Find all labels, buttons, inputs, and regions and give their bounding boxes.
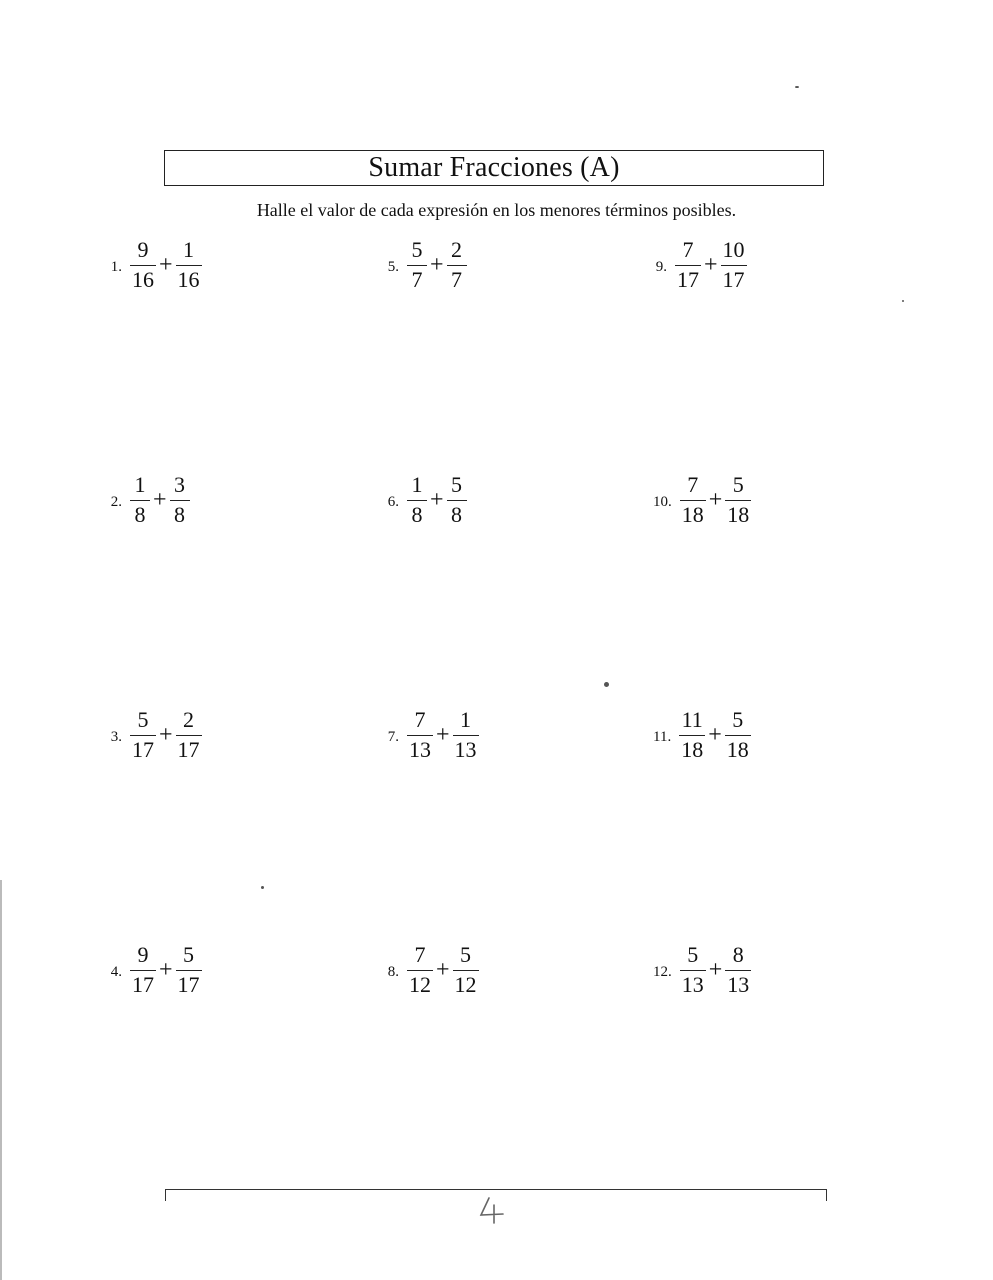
fraction-bar — [407, 500, 427, 501]
denominator: 17 — [132, 972, 154, 998]
fraction-1 — [680, 473, 706, 527]
numerator: 5 — [687, 942, 699, 967]
numerator: 8 — [732, 942, 744, 967]
fraction-1 — [407, 943, 433, 997]
numerator: 2 — [183, 707, 195, 732]
worksheet-title: Sumar Fracciones (A) — [368, 152, 620, 183]
fraction-bar — [130, 735, 156, 736]
fraction-bar — [725, 970, 751, 971]
fraction-2 — [721, 238, 747, 292]
fraction-bar — [130, 500, 150, 501]
denominator: 13 — [454, 737, 477, 763]
denominator: 8 — [174, 502, 186, 528]
plus-sign: + — [159, 956, 173, 983]
denominator: 18 — [726, 737, 749, 763]
plus-sign: + — [704, 251, 718, 278]
problem-9 — [653, 238, 747, 292]
fraction-2 — [170, 473, 190, 527]
fraction-bar — [725, 735, 751, 736]
fraction-2 — [447, 473, 467, 527]
numerator: 1 — [411, 472, 423, 497]
worksheet-title-box — [164, 150, 824, 186]
fraction-bar — [407, 265, 427, 266]
problem-number: 7. — [387, 728, 399, 745]
numerator: 1 — [460, 707, 472, 732]
problem-number: 1. — [110, 258, 122, 275]
plus-sign: + — [436, 956, 450, 983]
fraction-1 — [130, 943, 156, 997]
plus-sign: + — [153, 486, 167, 513]
problem-11 — [653, 708, 751, 762]
problem-number: 3. — [110, 728, 122, 745]
plus-sign: + — [159, 251, 173, 278]
numerator: 7 — [687, 472, 699, 497]
fraction-1 — [680, 943, 706, 997]
instructions — [0, 200, 993, 221]
denominator: 17 — [177, 737, 200, 763]
numerator: 7 — [414, 942, 426, 967]
numerator: 5 — [451, 472, 463, 497]
problem-4 — [108, 943, 202, 997]
denominator: 18 — [681, 737, 704, 763]
denominator: 8 — [451, 502, 463, 528]
problem-number: 12. — [653, 963, 672, 980]
fraction-bar — [453, 970, 479, 971]
plus-sign: + — [708, 486, 723, 513]
plus-sign: + — [436, 721, 450, 748]
fraction-bar — [680, 970, 706, 971]
problem-number: 8. — [387, 963, 399, 980]
fraction-1 — [407, 708, 433, 762]
fraction-bar — [680, 500, 706, 501]
numerator: 5 — [137, 707, 149, 732]
problem-1 — [108, 238, 202, 292]
numerator: 10 — [722, 237, 745, 262]
denominator: 18 — [727, 502, 750, 528]
fraction-bar — [407, 735, 433, 736]
fraction-bar — [130, 265, 156, 266]
fraction-bar — [453, 735, 479, 736]
scan-speck — [261, 886, 264, 889]
problem-3 — [108, 708, 202, 762]
denominator: 17 — [177, 972, 200, 998]
denominator: 7 — [451, 267, 463, 293]
numerator: 2 — [451, 237, 463, 262]
denominator: 16 — [132, 267, 154, 293]
denominator: 18 — [681, 502, 704, 528]
numerator: 7 — [414, 707, 426, 732]
fraction-1 — [679, 708, 705, 762]
numerator: 9 — [137, 942, 149, 967]
denominator: 8 — [411, 502, 423, 528]
denominator: 17 — [677, 267, 699, 293]
numerator: 1 — [134, 472, 146, 497]
problem-5 — [385, 238, 467, 292]
fraction-1 — [130, 238, 156, 292]
denominator: 12 — [454, 972, 477, 998]
denominator: 12 — [409, 972, 431, 998]
scan-edge-shadow — [0, 880, 2, 1280]
numerator: 5 — [732, 707, 744, 732]
problem-number: 11. — [653, 728, 672, 745]
denominator: 13 — [727, 972, 750, 998]
denominator: 17 — [722, 267, 745, 293]
fraction-2 — [453, 708, 479, 762]
fraction-2 — [453, 943, 479, 997]
fraction-2 — [176, 708, 202, 762]
fraction-1 — [675, 238, 701, 292]
denominator: 16 — [177, 267, 200, 293]
plus-sign: + — [430, 486, 444, 513]
numerator: 5 — [411, 237, 423, 262]
problem-10 — [653, 473, 751, 527]
fraction-2 — [176, 238, 202, 292]
fraction-bar — [675, 265, 701, 266]
numerator: 1 — [183, 237, 195, 262]
fraction-bar — [170, 500, 190, 501]
fraction-bar — [679, 735, 705, 736]
fraction-bar — [176, 265, 202, 266]
fraction-2 — [447, 238, 467, 292]
fraction-bar — [176, 735, 202, 736]
fraction-1 — [407, 238, 427, 292]
problem-number: 4. — [110, 963, 122, 980]
fraction-1 — [130, 708, 156, 762]
problem-number: 9. — [655, 258, 667, 275]
problem-2 — [108, 473, 190, 527]
fraction-2 — [725, 943, 751, 997]
numerator: 5 — [732, 472, 744, 497]
fraction-bar — [176, 970, 202, 971]
plus-sign: + — [708, 721, 722, 748]
fraction-bar — [407, 970, 433, 971]
numerator: 11 — [681, 707, 703, 732]
numerator: 9 — [137, 237, 149, 262]
denominator: 7 — [411, 267, 423, 293]
instructions-text: Halle el valor de cada expresión en los menores términos posibles. — [256, 200, 737, 220]
problem-8 — [385, 943, 479, 997]
problem-number: 5. — [387, 258, 399, 275]
scan-speck — [902, 300, 904, 302]
fraction-bar — [130, 970, 156, 971]
numerator: 3 — [174, 472, 186, 497]
problem-number: 2. — [110, 493, 122, 510]
fraction-bar — [447, 265, 467, 266]
denominator: 13 — [681, 972, 704, 998]
problem-6 — [385, 473, 467, 527]
fraction-bar — [447, 500, 467, 501]
denominator: 8 — [134, 502, 146, 528]
numerator: 5 — [460, 942, 472, 967]
fraction-bar — [721, 265, 747, 266]
problem-7 — [385, 708, 479, 762]
plus-sign: + — [159, 721, 173, 748]
plus-sign: + — [430, 251, 444, 278]
numerator: 7 — [682, 237, 694, 262]
handwritten-page-number — [475, 1195, 507, 1227]
fraction-bar — [725, 500, 751, 501]
fraction-2 — [176, 943, 202, 997]
fraction-1 — [407, 473, 427, 527]
plus-sign: + — [708, 956, 723, 983]
denominator: 13 — [409, 737, 431, 763]
fraction-1 — [130, 473, 150, 527]
fraction-2 — [725, 708, 751, 762]
fraction-2 — [725, 473, 751, 527]
scan-speck — [604, 682, 609, 687]
numerator: 5 — [183, 942, 195, 967]
problem-number: 10. — [653, 493, 672, 510]
denominator: 17 — [132, 737, 154, 763]
problem-number: 6. — [387, 493, 399, 510]
scan-speck — [795, 86, 799, 88]
handwritten-four-stroke — [481, 1198, 503, 1223]
problem-12 — [653, 943, 751, 997]
